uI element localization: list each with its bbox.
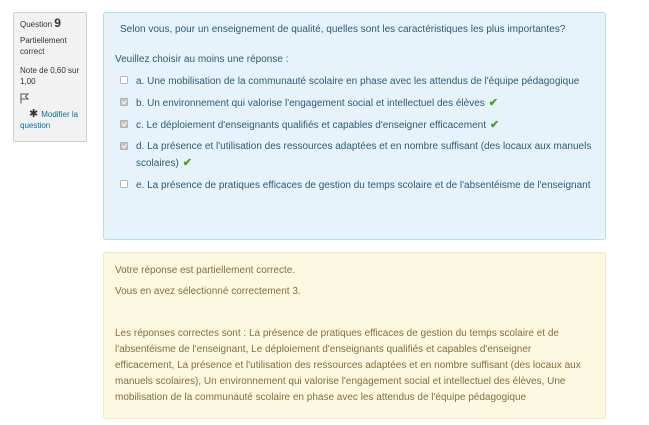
- answer-checkbox[interactable]: [120, 120, 128, 128]
- answer-checkbox[interactable]: [120, 76, 128, 84]
- answer-option-b[interactable]: [116, 95, 596, 112]
- question-grade: Note de 0,60 sur 1,00: [20, 66, 80, 86]
- gear-icon: ✱: [29, 108, 39, 120]
- answer-checkbox[interactable]: [120, 180, 128, 188]
- answer-option-d[interactable]: [116, 139, 596, 172]
- answer-label: b. Un environnement qui valorise l'engagement social et intellectuel des élèves: [136, 98, 485, 109]
- answer-label: d. La présence et l'utilisation des ressources adaptées et en nombre suffisant (des locaux aux manuels scolaires): [136, 141, 592, 169]
- feedback-summary: Votre réponse est partiellement correcte.: [115, 265, 296, 276]
- edit-question-link[interactable]: ✱ Modifier la question: [20, 108, 79, 130]
- answer-label: e. La présence de pratiques efficaces de gestion du temps scolaire et de l'absentéisme de l'enseignant: [136, 180, 591, 191]
- answer-label: c. Le déploiement d'enseignants qualifiés et capables d'enseigner efficacement: [136, 120, 486, 131]
- feedback-panel: [103, 252, 606, 419]
- answer-option-a[interactable]: [116, 73, 596, 90]
- question-text: Selon vous, pour un enseignement de qualité, quelles sont les caractéristiques les plus importantes?: [120, 24, 566, 35]
- answer-option-c[interactable]: [116, 117, 596, 134]
- feedback-count: Vous en avez sélectionné correctement 3.: [115, 286, 301, 297]
- answer-checkbox[interactable]: [120, 142, 128, 150]
- correct-check-icon: ✔: [489, 119, 500, 131]
- flag-question-button[interactable]: [20, 93, 80, 105]
- question-state: Partiellement correct: [20, 36, 67, 56]
- answer-option-e[interactable]: [116, 177, 596, 194]
- answer-list: [116, 73, 596, 199]
- question-formulation: [103, 12, 606, 240]
- question-info-panel: [13, 12, 87, 142]
- answer-checkbox[interactable]: [120, 98, 128, 106]
- answer-prompt: Veuillez choisir au moins une réponse :: [115, 54, 289, 65]
- correct-check-icon: ✔: [488, 97, 498, 109]
- question-number: Question 9: [20, 16, 61, 30]
- correct-answers-text: Les réponses correctes sont : La présence de pratiques efficaces de gestion du temps scolaire et de l'absentéisme de l'enseignant, Le déploiement d'enseignants qualifiés et capables d'enseigner efficacement, La présence et l'utilisation des ressources adaptées et en nombre suffisant (des locaux aux manuels scolaires), Un environnement qui valorise l'engagement social et intellectuel des élèves, Une mobilisation de la communauté scolaire en phase avec les attendus de l'équipe pédagogique: [115, 328, 581, 403]
- answer-label: a. Une mobilisation de la communauté scolaire en phase avec les attendus de l'équipe pédagogique: [136, 76, 580, 87]
- correct-check-icon: ✔: [182, 157, 193, 169]
- flag-icon: [20, 93, 29, 104]
